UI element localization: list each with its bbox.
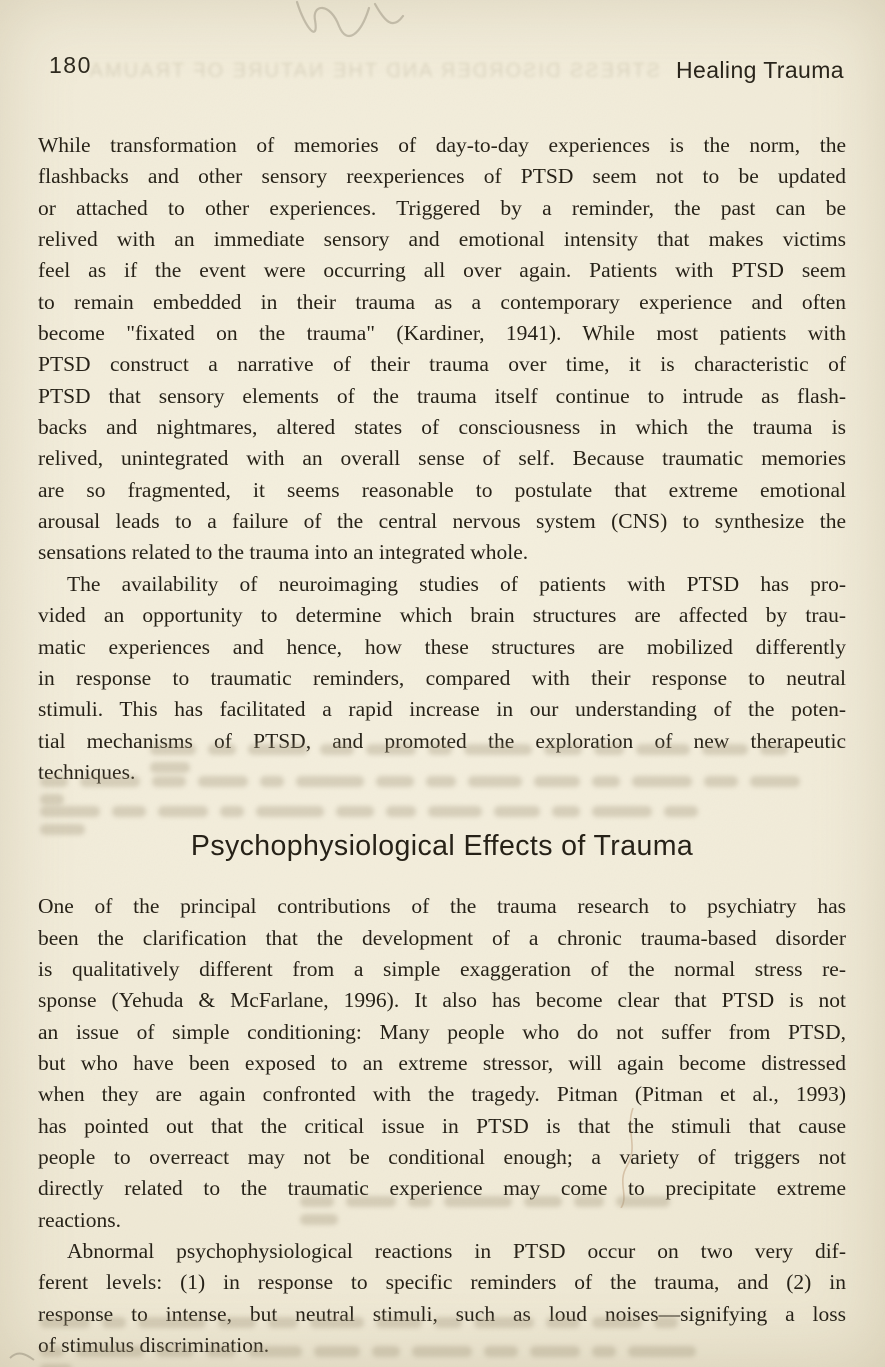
body-text-column — [38, 130, 846, 1361]
text-line: an issue of simple conditioning: Many people who do not suffer from PTSD, — [38, 1019, 846, 1044]
text-line: or attached to other experiences. Triggered by a reminder, the past can be — [38, 195, 846, 220]
running-head: Healing Trauma — [676, 57, 844, 83]
section-heading: Psychophysiological Effects of Trauma — [190, 830, 694, 863]
text-line: been the clarification that the development of a chronic trauma-based disorder — [38, 925, 846, 950]
text-line: in response to traumatic reminders, compared with their response to neutral — [38, 665, 846, 690]
text-line: are so fragmented, it seems reasonable to postulate that extreme emotional — [38, 477, 846, 502]
text-line: when they are again confronted with the tragedy. Pitman (Pitman et al., 1993) — [38, 1082, 846, 1107]
text-line: of stimulus discrimination. — [38, 1333, 270, 1358]
text-line: people to overreact may not be conditional enough; a variety of triggers not — [38, 1144, 846, 1169]
text-line: relived, unintegrated with an overall sense of self. Because traumatic memories — [38, 446, 846, 471]
text-line: stimuli. This has facilitated a rapid increase in our understanding of the poten- — [38, 697, 846, 722]
text-line: become "fixated on the trauma" (Kardiner, 1941). While most patients with — [38, 321, 846, 346]
text-line: directly related to the traumatic experience may come to precipitate extreme — [38, 1176, 846, 1201]
text-line: response to intense, but neutral stimuli, such as loud noises—signifying a loss — [38, 1301, 846, 1326]
text-line: One of the principal contributions of the trauma research to psychiatry has — [38, 894, 846, 919]
text-line: backs and nightmares, altered states of consciousness in which the trauma is — [38, 415, 846, 440]
text-line: The availability of neuroimaging studies of patients with PTSD has pro- — [67, 571, 846, 596]
page-number: 180 — [49, 52, 92, 78]
paragraph-2 — [38, 569, 846, 788]
text-line: techniques. — [38, 759, 136, 784]
text-line: feel as if the event were occurring all over again. Patients with PTSD seem — [38, 258, 846, 283]
text-line: tial mechanisms of PTSD, and promoted the exploration of new therapeutic — [38, 728, 846, 753]
paragraph-3 — [38, 891, 846, 1236]
text-line: ferent levels: (1) in response to specific reminders of the trauma, and (2) in — [38, 1270, 846, 1295]
text-line: has pointed out that the critical issue in PTSD is that the stimuli that cause — [38, 1113, 846, 1138]
text-line: vided an opportunity to determine which brain structures are affected by trau- — [38, 603, 846, 628]
text-line: flashbacks and other sensory reexperiences of PTSD seem not to be updated — [38, 164, 846, 189]
text-line: is qualitatively different from a simple exaggeration of the normal stress re- — [38, 956, 846, 981]
text-line: PTSD that sensory elements of the trauma itself continue to intrude as flash- — [38, 383, 846, 408]
bleed-through-header-text: STRESS DISORDER AND THE NATURE OF TRAUMA — [87, 60, 660, 82]
text-line: but who have been exposed to an extreme stressor, will again become distressed — [38, 1050, 846, 1075]
text-line: reactions. — [38, 1207, 121, 1232]
text-line: arousal leads to a failure of the central nervous system (CNS) to synthesize the — [38, 509, 846, 534]
paragraph-1 — [38, 130, 846, 569]
text-line: While transformation of memories of day-to-day experiences is the norm, the — [38, 133, 846, 157]
text-line: Abnormal psychophysiological reactions in PTSD occur on two very dif- — [67, 1239, 846, 1263]
text-line: relived with an immediate sensory and emotional intensity that makes victims — [38, 227, 846, 252]
text-line: sponse (Yehuda & McFarlane, 1996). It also has become clear that PTSD is not — [38, 988, 846, 1013]
paragraph-4 — [38, 1236, 846, 1361]
text-line: to remain embedded in their trauma as a contemporary experience and often — [38, 289, 846, 314]
text-line: matic experiences and hence, how these structures are mobilized differently — [38, 634, 846, 659]
pencil-scribble — [235, 0, 425, 62]
text-line: PTSD construct a narrative of their trauma over time, it is characteristic of — [38, 352, 846, 377]
text-line: sensations related to the trauma into an integrated whole. — [38, 540, 529, 565]
